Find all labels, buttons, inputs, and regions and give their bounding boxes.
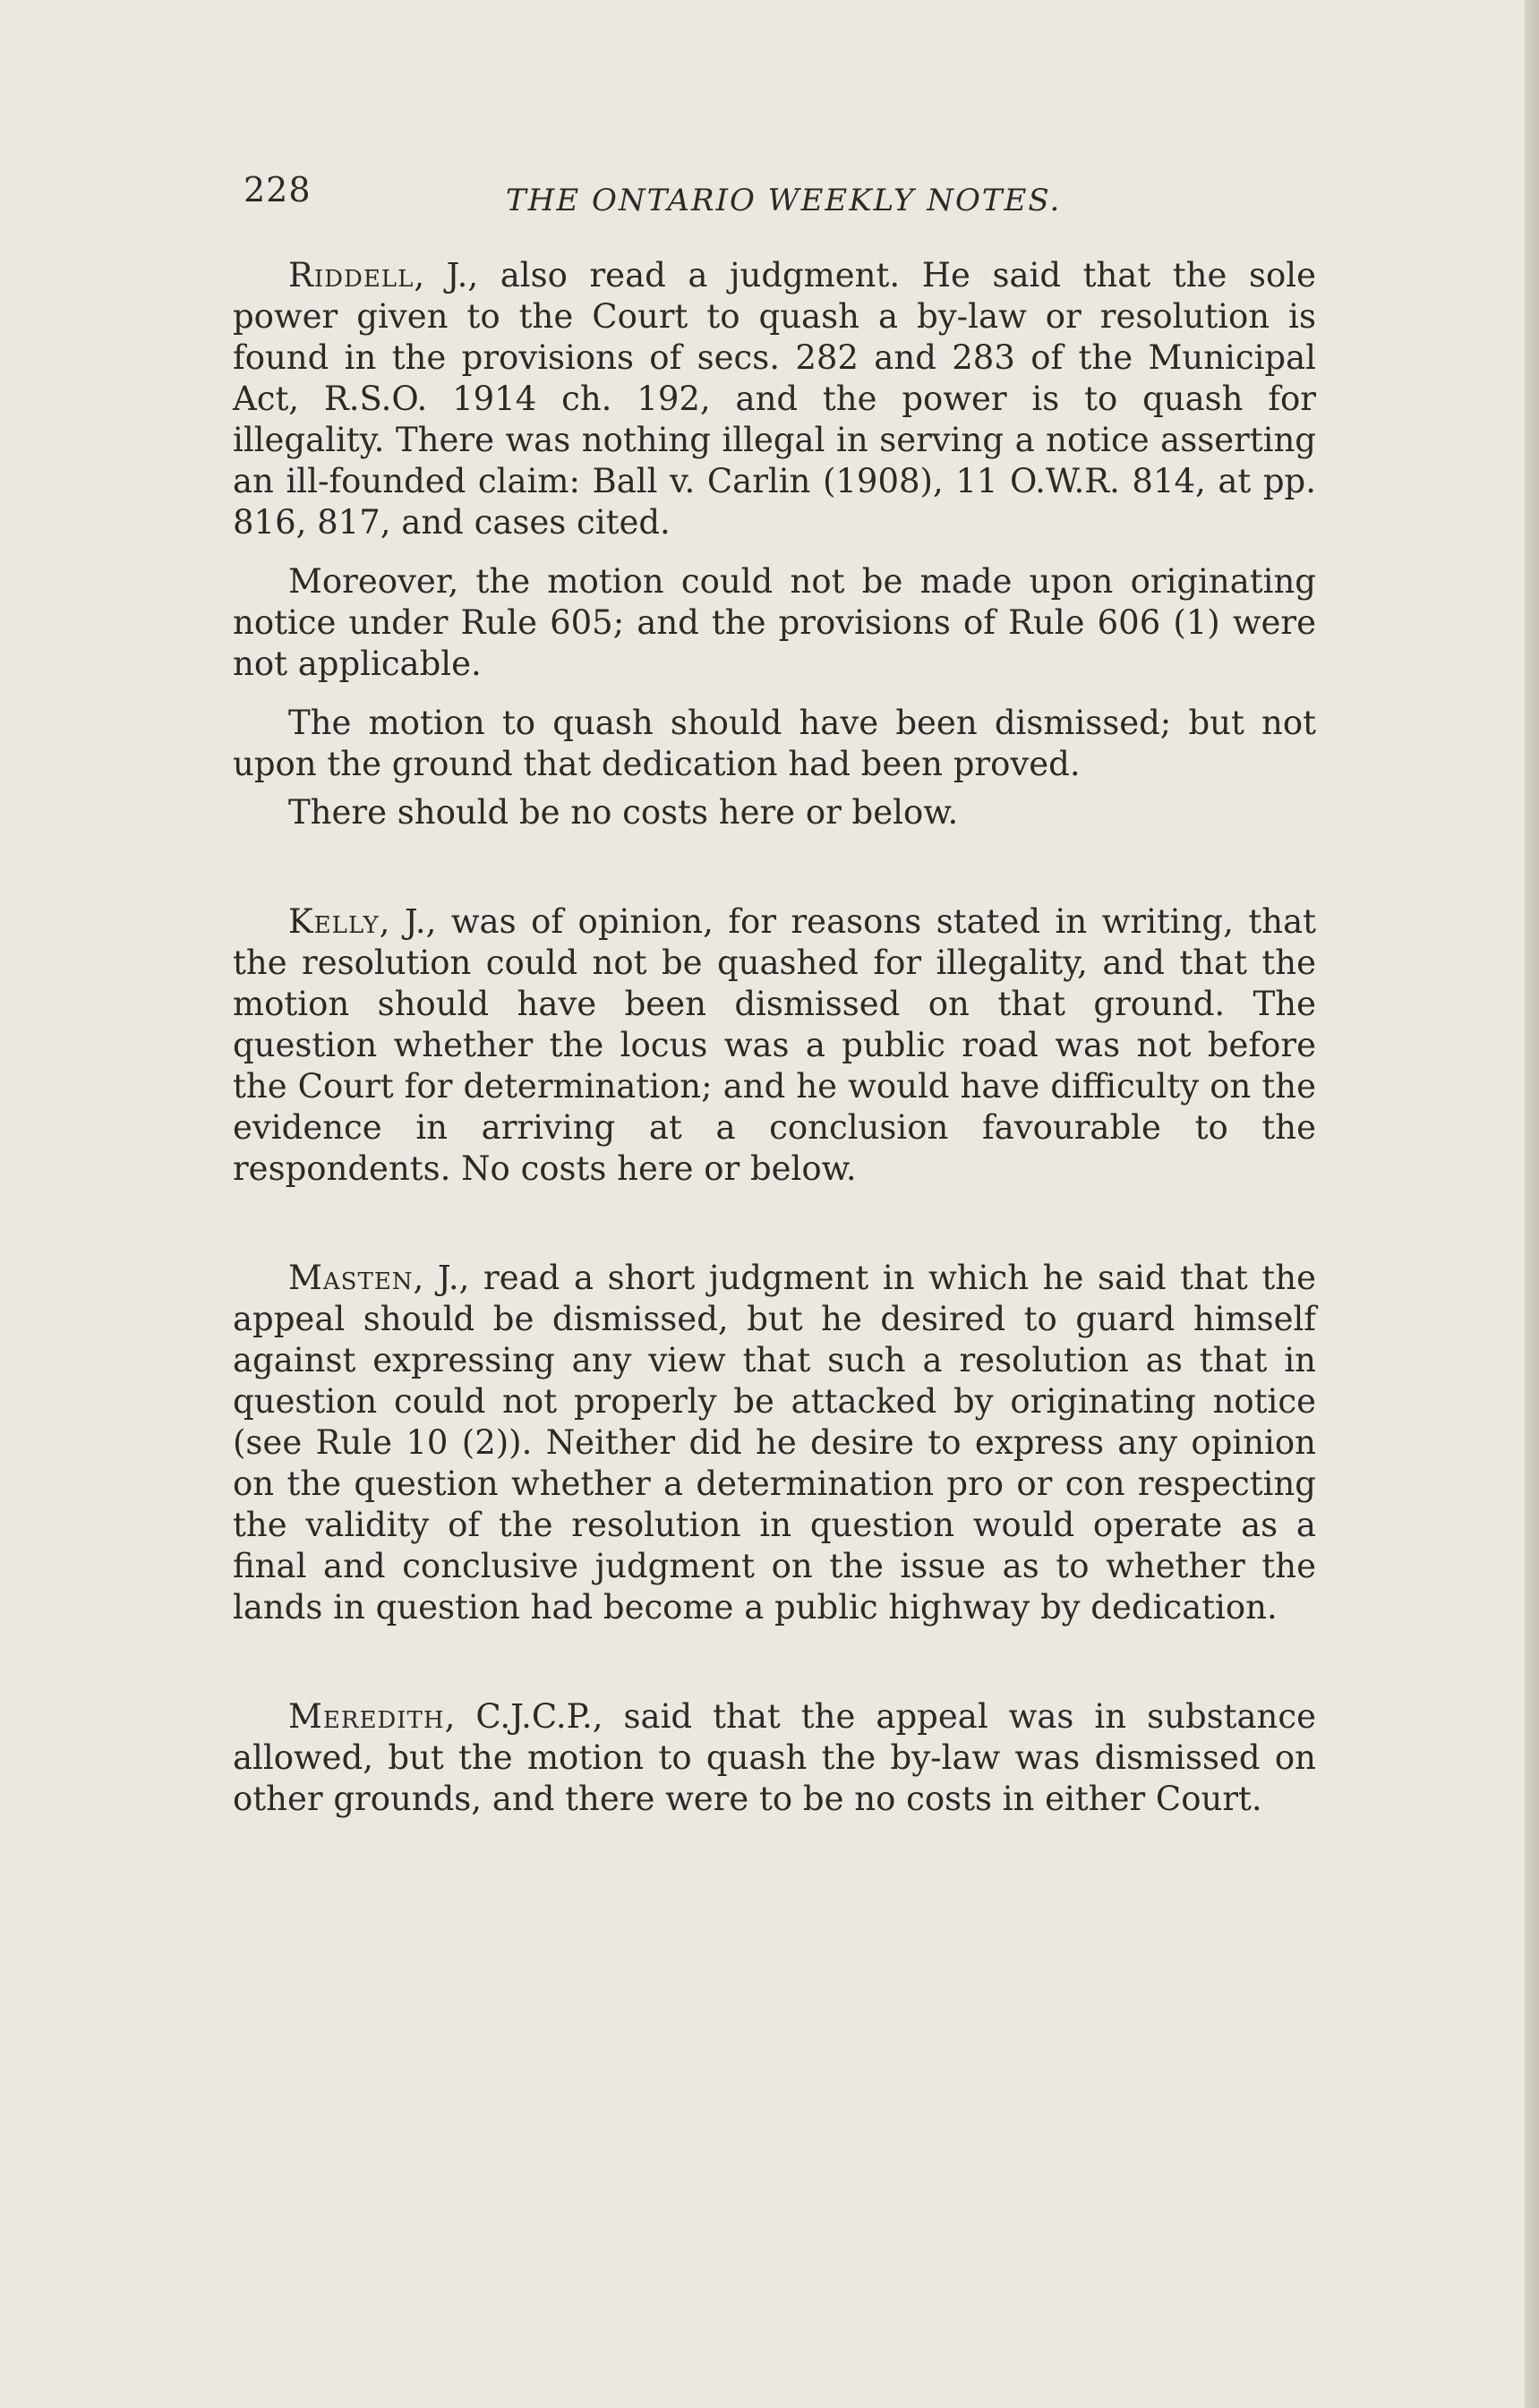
running-head: THE ONTARIO WEEKLY NOTES. <box>506 183 1062 218</box>
riddell-paragraph-2: Moreover, the motion could not be made upon originating notice under Rule 605; and the provisions of Rule 606 (1) were not applicable. <box>233 562 1316 683</box>
page-number: 228 <box>244 170 312 209</box>
meredith-paragraph-text: , C.J.C.P., said that the appeal was in substance allowed, but the motion to quash the by-law was dismissed on other grounds, and there were to be no costs in either Court. <box>233 1697 1316 1818</box>
judge-name-kelly: Kelly <box>288 902 380 941</box>
kelly-judgment-paragraph <box>233 901 1316 1190</box>
body-text <box>233 255 1316 1820</box>
riddell-judgment-paragraph <box>233 255 1316 543</box>
page-header <box>244 170 1318 224</box>
masten-judgment-paragraph <box>233 1258 1316 1628</box>
kelly-paragraph-text: , J., was of opinion, for reasons stated in writing, that the resolution could not be quashed for illegality, and that the motion should have been dismissed on that ground. The question whether the locus was a public road was not before the Court for determination; and he would have difficulty on the evidence in arriving at a conclusion favourable to the respondents. No costs here or below. <box>233 902 1316 1188</box>
masten-paragraph-text: , J., read a short judgment in which he said that the appeal should be dismissed, but he desired to guard himself against expressing any view that such a resolution as that in question could not properly be attacked by originating notice (see Rule 10 (2)). Neither did he desire to express any opinion on the question whether a determination pro or con respecting the validity of the resolution in question would operate as a final and conclusive judgment on the issue as to whether the lands in question had become a public highway by dedication. <box>233 1259 1316 1627</box>
meredith-judgment-paragraph <box>233 1696 1316 1820</box>
riddell-paragraph-text: , J., also read a judgment. He said that the sole power given to the Court to quash a by-law or resolution is found in the provisions of secs. 282 and 283 of the Municipal Act, R.S.O. 1914 ch. 192, and the power is to quash for illegality. There was nothing illegal in serving a notice asserting an ill-founded claim: Ball v. Carlin (1908), 11 O.W.R. 814, at pp. 816, 817, and cases cited. <box>233 256 1316 542</box>
riddell-paragraph-3: The motion to quash should have been dismissed; but not upon the ground that dedication had been proved. <box>233 704 1316 783</box>
judge-name-masten: Masten <box>288 1259 414 1297</box>
page-edge <box>1525 0 1539 2408</box>
riddell-paragraph-4: There should be no costs here or below. <box>288 793 959 832</box>
judge-name-meredith: Meredith <box>288 1697 445 1736</box>
judge-name-riddell: Riddell <box>288 256 415 295</box>
